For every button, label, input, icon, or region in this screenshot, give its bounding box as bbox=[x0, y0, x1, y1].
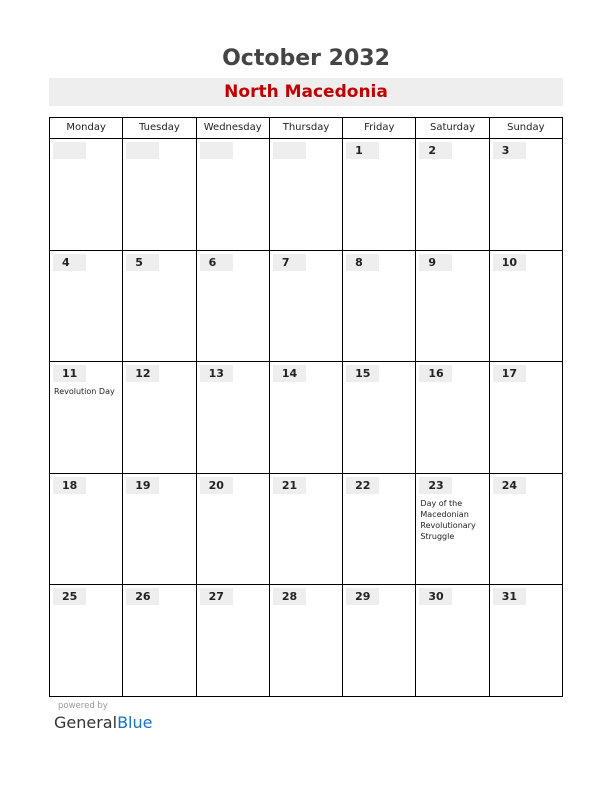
day-number: 6 bbox=[200, 254, 233, 271]
weekday-header: Sunday bbox=[490, 118, 563, 139]
day-cell bbox=[270, 139, 343, 251]
day-cell bbox=[197, 251, 270, 363]
week-row bbox=[50, 139, 563, 251]
weekday-header: Wednesday bbox=[197, 118, 270, 139]
weekday-header: Friday bbox=[343, 118, 416, 139]
day-cell bbox=[123, 251, 196, 363]
day-number: 4 bbox=[53, 254, 86, 271]
day-number: 26 bbox=[126, 588, 159, 605]
day-number: 10 bbox=[493, 254, 526, 271]
day-cell bbox=[343, 139, 416, 251]
day-number: 29 bbox=[346, 588, 379, 605]
day-cell bbox=[416, 139, 489, 251]
day-number: 1 bbox=[346, 142, 379, 159]
day-cell bbox=[197, 362, 270, 474]
day-number: 28 bbox=[273, 588, 306, 605]
country-title: North Macedonia bbox=[49, 78, 563, 106]
day-cell bbox=[416, 474, 489, 586]
weekday-header: Monday bbox=[50, 118, 123, 139]
brand-general: General bbox=[54, 713, 118, 732]
day-number: 2 bbox=[419, 142, 452, 159]
brand-blue: Blue bbox=[117, 713, 153, 732]
weekday-header: Saturday bbox=[416, 118, 489, 139]
day-cell bbox=[343, 251, 416, 363]
day-number: 3 bbox=[493, 142, 526, 159]
calendar-grid bbox=[49, 117, 563, 697]
day-cell bbox=[270, 474, 343, 586]
day-cell bbox=[50, 585, 123, 697]
day-number: 14 bbox=[273, 365, 306, 382]
day-number: 22 bbox=[346, 477, 379, 494]
day-cell bbox=[416, 251, 489, 363]
day-cell bbox=[490, 139, 563, 251]
generalblue-logo bbox=[54, 713, 152, 732]
day-number: 8 bbox=[346, 254, 379, 271]
day-number bbox=[53, 142, 86, 159]
day-cell bbox=[343, 362, 416, 474]
day-cell bbox=[490, 251, 563, 363]
day-cell bbox=[123, 585, 196, 697]
day-cell bbox=[343, 585, 416, 697]
day-number: 13 bbox=[200, 365, 233, 382]
day-number: 9 bbox=[419, 254, 452, 271]
week-row bbox=[50, 474, 563, 586]
week-row bbox=[50, 585, 563, 697]
powered-by-text: powered by bbox=[58, 701, 108, 711]
day-number: 24 bbox=[493, 477, 526, 494]
page-title: October 2032 bbox=[222, 46, 390, 71]
day-number: 15 bbox=[346, 365, 379, 382]
day-number: 12 bbox=[126, 365, 159, 382]
day-cell bbox=[197, 474, 270, 586]
day-cell bbox=[416, 362, 489, 474]
day-cell bbox=[270, 251, 343, 363]
day-cell bbox=[50, 474, 123, 586]
holiday-label: Day of the Macedonian Revolutionary Struggle bbox=[420, 498, 476, 541]
day-number: 17 bbox=[493, 365, 526, 382]
day-cell bbox=[123, 474, 196, 586]
day-number bbox=[126, 142, 159, 159]
day-number: 5 bbox=[126, 254, 159, 271]
day-cell bbox=[490, 585, 563, 697]
day-cell bbox=[490, 362, 563, 474]
day-number: 30 bbox=[419, 588, 452, 605]
day-cell bbox=[197, 585, 270, 697]
day-cell bbox=[50, 362, 123, 474]
day-cell bbox=[123, 362, 196, 474]
day-cell bbox=[270, 362, 343, 474]
day-number: 25 bbox=[53, 588, 86, 605]
day-cell bbox=[490, 474, 563, 586]
day-number: 20 bbox=[200, 477, 233, 494]
day-number: 16 bbox=[419, 365, 452, 382]
day-number: 27 bbox=[200, 588, 233, 605]
day-number: 19 bbox=[126, 477, 159, 494]
week-row bbox=[50, 362, 563, 474]
weekday-header: Tuesday bbox=[123, 118, 196, 139]
day-number: 11 bbox=[53, 365, 86, 382]
day-cell bbox=[343, 474, 416, 586]
day-number bbox=[273, 142, 306, 159]
holiday-label: Revolution Day bbox=[54, 387, 115, 397]
day-number: 21 bbox=[273, 477, 306, 494]
day-cell bbox=[123, 139, 196, 251]
weekday-header-row bbox=[50, 118, 563, 139]
day-cell bbox=[270, 585, 343, 697]
day-cell bbox=[50, 251, 123, 363]
day-number: 23 bbox=[419, 477, 452, 494]
day-number: 18 bbox=[53, 477, 86, 494]
day-number: 7 bbox=[273, 254, 306, 271]
day-number: 31 bbox=[493, 588, 526, 605]
weekday-header: Thursday bbox=[270, 118, 343, 139]
day-cell bbox=[197, 139, 270, 251]
day-number bbox=[200, 142, 233, 159]
day-cell bbox=[416, 585, 489, 697]
day-cell bbox=[50, 139, 123, 251]
week-row bbox=[50, 251, 563, 363]
